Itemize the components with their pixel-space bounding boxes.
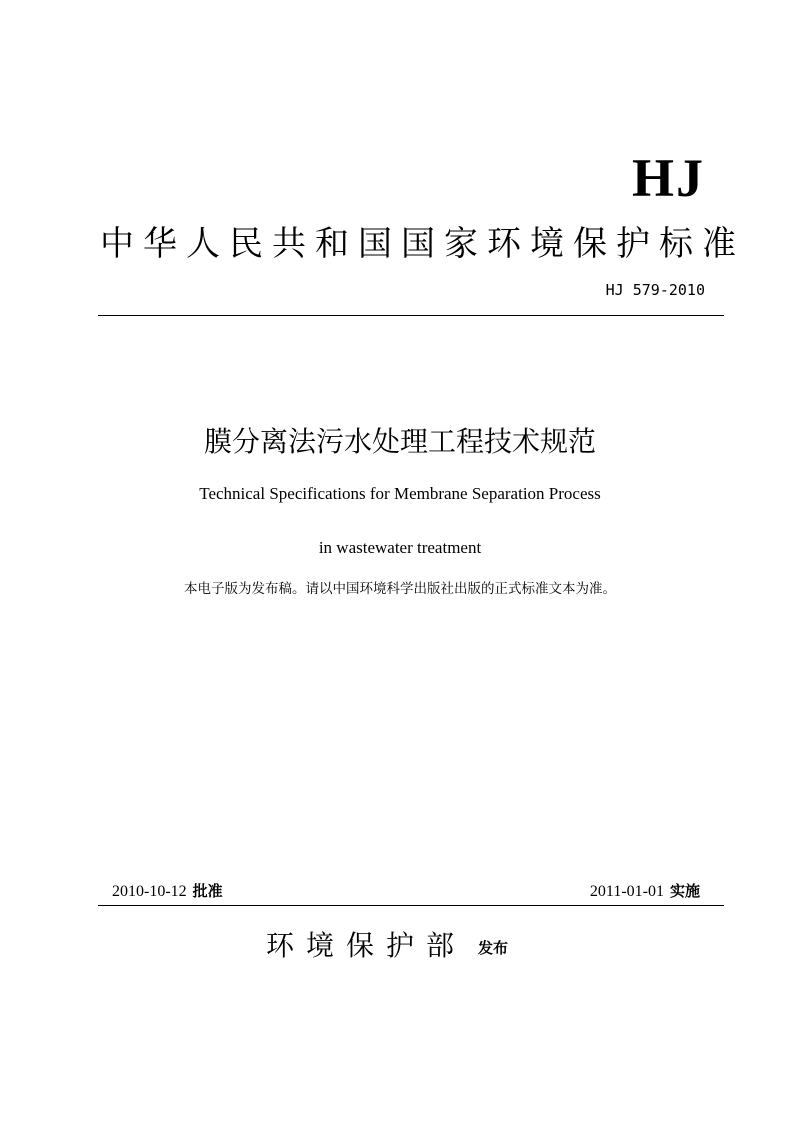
effective-date: 2011-01-01: [589, 883, 664, 900]
document-title-english-line1: Technical Specifications for Membrane Separation Process: [199, 484, 601, 503]
standard-number: HJ 579-2010: [605, 281, 705, 299]
effective-label: 实施: [669, 882, 700, 900]
approval-label: 批准: [192, 882, 223, 900]
issuer-block: [266, 924, 508, 968]
issuer-name: 环境保护部: [266, 929, 467, 962]
top-divider: [98, 315, 724, 316]
bottom-divider: [98, 905, 724, 906]
issuer-action: 发布: [478, 939, 509, 957]
approval-date-block: [112, 880, 223, 903]
approval-date: 2010-10-12: [112, 883, 187, 900]
document-title-chinese: 膜分离法污水处理工程技术规范: [203, 425, 596, 458]
electronic-version-notice: 本电子版为发布稿。请以中国环境科学出版社出版的正式标准文本为准。: [184, 581, 616, 597]
standard-category: 中华人民共和国国家环境保护标准: [100, 224, 745, 264]
hj-logo: HJ: [631, 148, 705, 208]
effective-date-block: [590, 880, 700, 903]
document-title-english-line2: in wastewater treatment: [318, 538, 482, 557]
